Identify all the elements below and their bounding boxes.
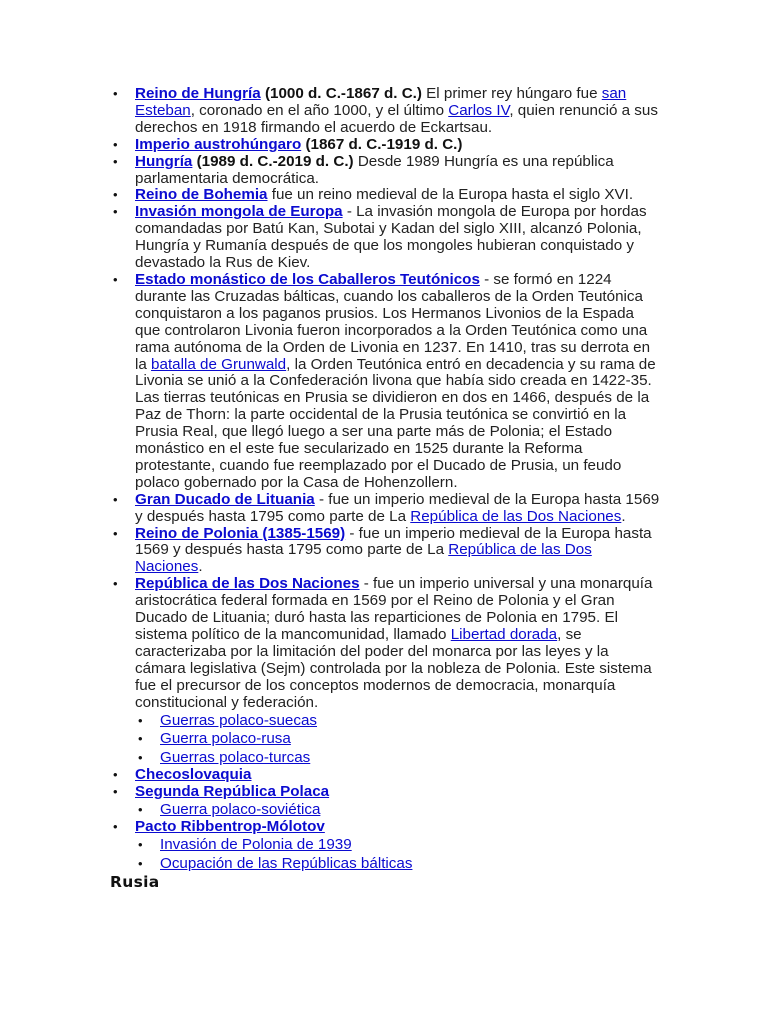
sublist	[135, 713, 662, 767]
link-republica-dos-naciones[interactable]: República de las Dos Naciones	[135, 541, 592, 576]
item-text: , quien renunció a sus derechos en 1918 firmando el acuerdo de Eckartsau.	[135, 101, 658, 136]
item-text: , coronado en el año 1000, y el último	[190, 101, 449, 119]
link-reino-polonia[interactable]: Reino de Polonia (1385-1569)	[135, 524, 346, 542]
sublist-item	[160, 802, 662, 819]
list-item-checoslovaquia	[135, 767, 662, 784]
link-pacto-ribbentrop[interactable]: Pacto Ribbentrop-Mólotov	[135, 817, 325, 835]
list-item-reino-hungria	[135, 86, 662, 137]
link-segunda-republica[interactable]: Segunda República Polaca	[135, 782, 330, 800]
item-text: , se caracterizaba por la limitación del poder del monarca por las leyes y la cámara legislativa (Sejm) controlada por la nobleza de Polonia. Este sistema fue el precursor de los conceptos modernos de democracia, monarquía constitucional y federación.	[135, 626, 652, 711]
link-gran-ducado-lituania[interactable]: Gran Ducado de Lituania	[135, 490, 315, 508]
link-invasion-polonia-1939[interactable]: Invasión de Polonia de 1939	[160, 836, 352, 854]
link-guerra-polaco-sovietica[interactable]: Guerra polaco-soviética	[160, 801, 321, 819]
link-guerras-polaco-turcas[interactable]: Guerras polaco-turcas	[160, 748, 311, 766]
sublist	[135, 802, 662, 819]
dates: (1000 d. C.-1867 d. C.)	[260, 85, 422, 102]
sublist-item	[160, 837, 662, 854]
item-text: - fue un imperio medieval de la Europa hasta 1569 y después hasta 1795 como parte de La	[135, 524, 652, 559]
item-text: Desde 1989 Hungría es una república parlamentaria democrática.	[135, 152, 614, 187]
dates: (1867 d. C.-1919 d. C.)	[301, 135, 463, 153]
item-text: .	[621, 507, 626, 525]
sublist	[135, 837, 662, 872]
link-checoslovaquia[interactable]: Checoslovaquia	[135, 765, 252, 783]
link-libertad-dorada[interactable]: Libertad dorada	[450, 626, 558, 643]
item-text: .	[198, 558, 203, 576]
sublist-item	[160, 856, 662, 873]
list-item-imperio-austrohungaro	[135, 137, 662, 154]
section-heading-rusia: Rusia	[110, 872, 160, 891]
sublist-item	[160, 713, 662, 730]
list-item-gran-ducado-lituania	[135, 492, 662, 526]
link-guerra-polaco-rusa[interactable]: Guerra polaco-rusa	[160, 730, 291, 748]
list-item-estado-teutonico	[135, 272, 662, 492]
link-batalla-grunwald[interactable]: batalla de Grunwald	[151, 355, 287, 373]
list-item-reino-polonia	[135, 526, 662, 577]
item-text: , la Orden Teutónica entró en decadencia y su rama de Livonia se unió a la Confederación livona que había sido creada en 1422-35. Las tierras teutónicas en Prusia se dividieron en dos en 1466, después de la Paz de Thorn: la parte occidental de la Prusia teutónica se convirtió en la Prusia Real, que llegó luego a ser una parte más de Polonia; el Estado monástico en el este fue secularizado en 1525 durante la Reforma protestante, cuando fue reemplazado por el Ducado de Prusia, un feudo polaco gobernado por la Casa de Hohenzollern.	[135, 355, 656, 491]
item-text: - fue un imperio medieval de la Europa hasta 1569 y después hasta 1795 como parte de La	[135, 490, 660, 525]
link-reino-hungria[interactable]: Reino de Hungría	[135, 85, 261, 102]
list-item-republica-dos-naciones	[135, 576, 662, 766]
link-guerras-polaco-suecas[interactable]: Guerras polaco-suecas	[160, 712, 318, 730]
link-republica-dos-naciones-title[interactable]: República de las Dos Naciones	[135, 575, 360, 593]
link-republica-dos-naciones[interactable]: República de las Dos Naciones	[410, 507, 622, 525]
sublist-item	[160, 731, 662, 748]
link-hungria[interactable]: Hungría	[135, 152, 193, 170]
link-reino-bohemia[interactable]: Reino de Bohemia	[135, 186, 268, 204]
link-invasion-mongola[interactable]: Invasión mongola de Europa	[135, 203, 343, 221]
dates: (1989 d. C.-2019 d. C.)	[192, 152, 354, 170]
history-list	[110, 86, 662, 873]
list-item-reino-bohemia	[135, 187, 662, 204]
list-item-hungria	[135, 154, 662, 188]
sublist-item	[160, 750, 662, 767]
list-item-pacto-ribbentrop	[135, 819, 662, 873]
list-item-invasion-mongola	[135, 204, 662, 272]
item-text: - fue un imperio universal y una monarquía aristocrática federal formada en 1569 por el Reino de Polonia y el Gran Ducado de Lituania; duró hasta las reparticiones de Polonia en 1795. El sistema político de la mancomunidad, llamado	[135, 575, 653, 643]
item-text: El primer rey húngaro fue	[421, 85, 602, 102]
link-san-esteban[interactable]: san Esteban	[135, 85, 627, 119]
item-text: - La invasión mongola de Europa por hordas comandadas por Batú Kan, Subotai y Kadan del siglo XIII, alcanzó Polonia, Hungría y Rumanía después de que los mongoles hubieran conquistado y devastado la Rus de Kiev.	[135, 203, 647, 272]
link-estado-teutonico[interactable]: Estado monástico de los Caballeros Teutónicos	[135, 270, 480, 288]
link-carlos-iv[interactable]: Carlos IV	[448, 101, 510, 119]
list-item-segunda-republica	[135, 784, 662, 819]
item-text: - se formó en 1224 durante las Cruzadas bálticas, cuando los caballeros de la Orden Teutónica conquistaron a los paganos prusios. Los Hermanos Livonios de la Espada que controlaron Livonia fueron incorporados a la Orden Teutónica como una rama autónoma de la Orden de Livonia en 1237. En 1410, tras su derrota en la	[135, 270, 651, 373]
item-text: fue un reino medieval de la Europa hasta el siglo XVI.	[267, 186, 634, 204]
link-imperio-austrohungaro[interactable]: Imperio austrohúngaro	[135, 135, 302, 153]
document-page	[110, 86, 662, 891]
link-ocupacion-republicas-balticas[interactable]: Ocupación de las Repúblicas bálticas	[160, 854, 413, 872]
